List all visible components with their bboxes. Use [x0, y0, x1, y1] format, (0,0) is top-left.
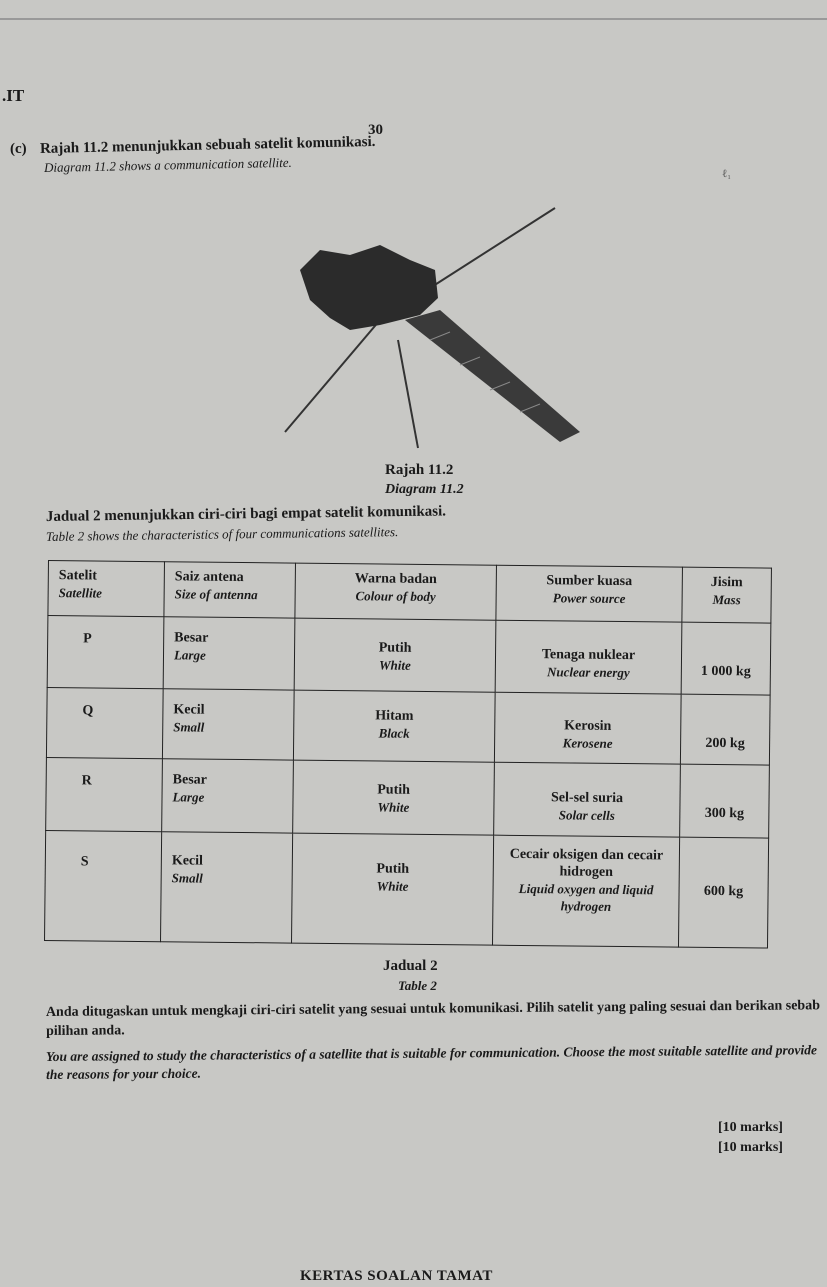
cell-colour: Putih: [377, 782, 411, 798]
footer-end-of-paper: KERTAS SOALAN TAMAT: [300, 1268, 493, 1284]
table-intro-en: Table 2 shows the characteristics of four communications satellites.: [45, 524, 399, 544]
header-mass-en: Mass: [712, 591, 741, 608]
header-power-en: Power source: [552, 590, 626, 607]
header-antenna: Saiz antena: [174, 569, 244, 586]
cell-antenna: Kecil: [173, 702, 205, 718]
margin-mark: ℓ₁: [722, 168, 732, 180]
cell-power: Tenaga nuklear: [541, 647, 636, 664]
cell-mass: 300 kg: [680, 764, 770, 838]
cell-colour: Hitam: [375, 708, 414, 724]
header-colour-en: Colour of body: [355, 588, 436, 605]
marks-label-2: [10 marks]: [718, 1140, 783, 1155]
cell-antenna-en: Large: [173, 647, 206, 663]
cell-colour: Putih: [376, 861, 410, 877]
header-colour: Warna badan: [354, 571, 437, 588]
table-row: [47, 616, 771, 696]
cell-antenna-en: Small: [171, 870, 203, 886]
table-row: [46, 687, 770, 765]
table-row: [46, 757, 770, 838]
cell-power-en: Kerosene: [562, 735, 613, 751]
cell-colour: Putih: [378, 640, 412, 656]
question-text-en: Diagram 11.2 shows a communication satellite.: [43, 154, 292, 175]
cell-power: Sel-sel suria: [550, 790, 624, 807]
marks-label-1: [10 marks]: [718, 1120, 783, 1135]
cell-colour-en: White: [377, 799, 410, 815]
cell-antenna-en: Small: [173, 719, 205, 735]
question-text-bm: Rajah 11.2 menunjukkan sebuah satelit komunikasi.: [39, 133, 376, 157]
table-caption-bm: Jadual 2: [383, 958, 438, 974]
cell-mass: 600 kg: [678, 837, 768, 948]
cell-mass: 1 000 kg: [681, 622, 771, 695]
header-satellite-en: Satellite: [58, 585, 103, 601]
task-text-bm: Anda ditugaskan untuk mengkaji ciri-ciri satelit yang sesuai untuk komunikasi. Pilih satelit yang paling sesuai dan berikan sebab pilihan anda.: [45, 998, 821, 1039]
diagram-caption-bm: Rajah 11.2: [385, 462, 454, 478]
question-label: (c): [10, 141, 27, 157]
cell-power-en: Liquid oxygen and liquid hydrogen: [518, 880, 654, 914]
corner-label: .IT: [2, 86, 25, 105]
cell-antenna-en: Large: [172, 789, 205, 805]
cell-satellite: Q: [46, 687, 163, 758]
cell-antenna: Kecil: [171, 853, 204, 869]
cell-power: Kerosin: [564, 718, 612, 734]
header-mass: Jisim: [710, 574, 743, 591]
table-row: [45, 830, 769, 948]
cell-colour-en: Black: [378, 725, 410, 741]
cell-power-en: Solar cells: [558, 807, 615, 823]
cell-satellite: P: [47, 616, 164, 689]
table-caption-en: Table 2: [398, 978, 437, 993]
cell-mass: 200 kg: [680, 694, 770, 765]
table-header-row: [48, 561, 772, 624]
page-number: 30: [368, 122, 383, 138]
cell-colour-en: White: [376, 878, 409, 894]
diagram-caption-en: Diagram 11.2: [385, 482, 464, 497]
header-power: Sumber kuasa: [546, 573, 633, 590]
task-text-en: You are assigned to study the characteristics of a satellite that is suitable for communication. Choose the most suitable satellite and provide the reasons for your choice.: [45, 1042, 818, 1082]
cell-antenna: Besar: [174, 630, 209, 646]
satellite-diagram: [270, 200, 590, 450]
cell-antenna: Besar: [172, 772, 208, 788]
cell-colour-en: White: [378, 657, 411, 673]
header-satellite: Satelit: [58, 568, 98, 584]
page-edge: [0, 18, 827, 20]
cell-satellite: S: [45, 830, 162, 941]
satellite-table: [44, 560, 772, 949]
cell-satellite: R: [46, 757, 163, 831]
cell-power-en: Nuclear energy: [546, 664, 630, 681]
table-intro-bm: Jadual 2 menunjukkan ciri-ciri bagi empat satelit komunikasi.: [45, 503, 447, 525]
cell-power: Cecair oksigen dan cecair hidrogen: [509, 846, 664, 880]
header-antenna-en: Size of antenna: [174, 586, 258, 603]
